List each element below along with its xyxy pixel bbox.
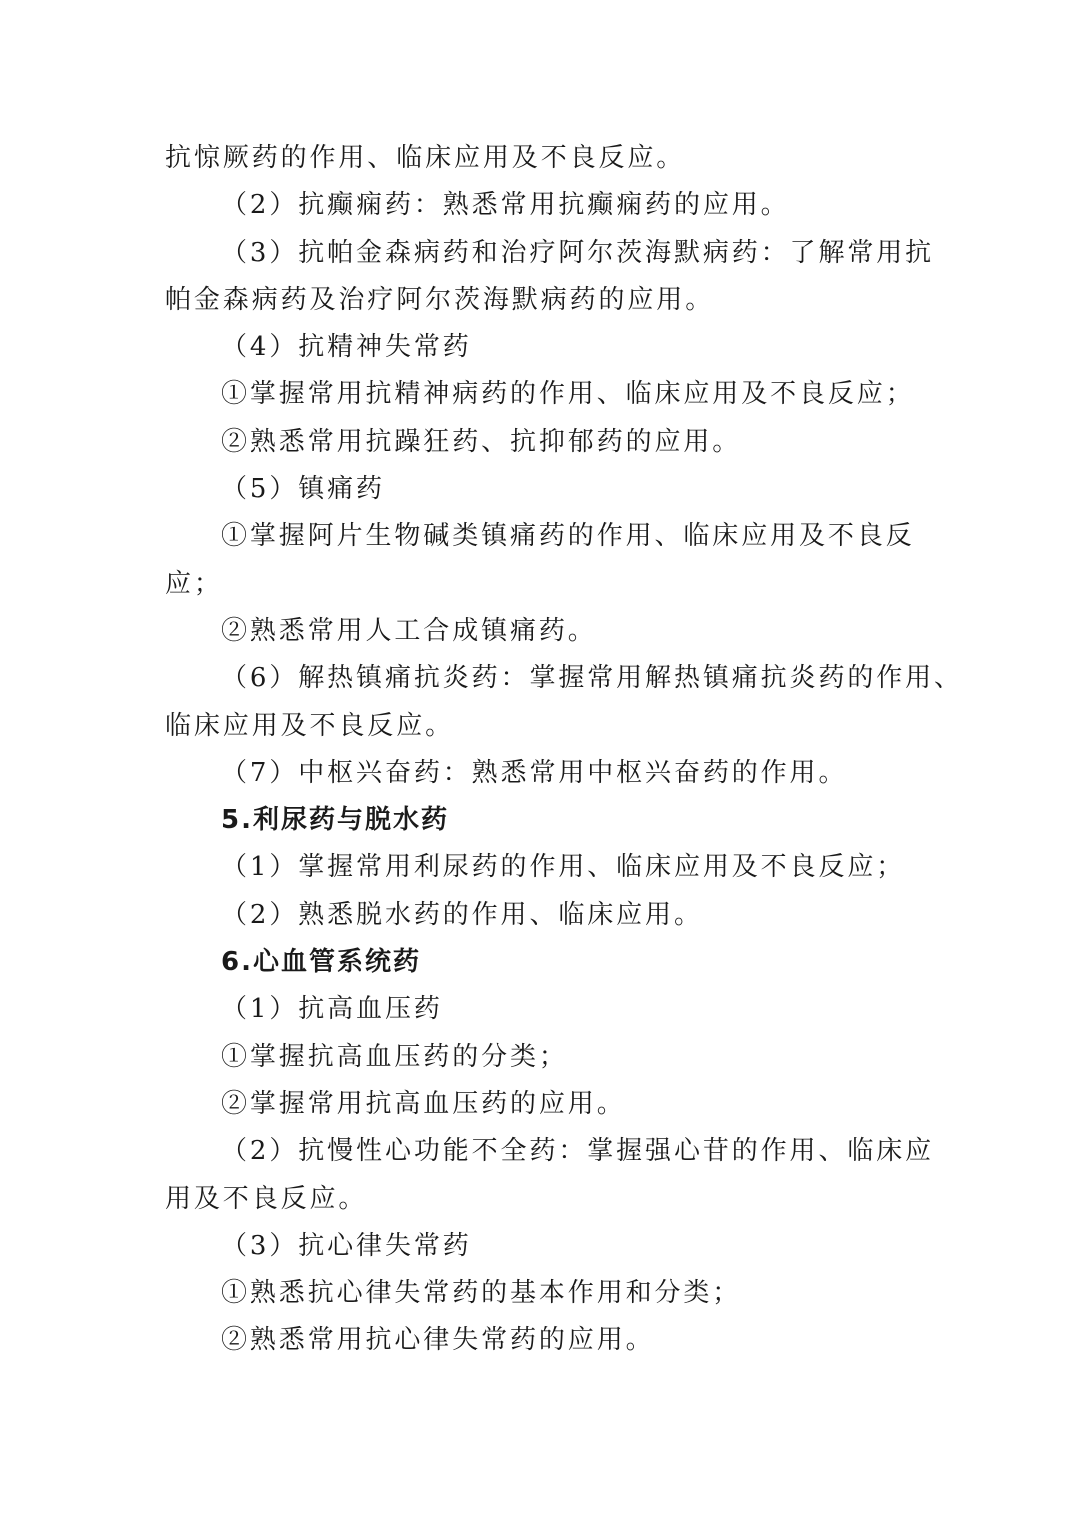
- text-line: 临床应用及不良反应。: [165, 710, 455, 741]
- section-heading: 6.心血管系统药: [221, 947, 421, 978]
- text-line: 用及不良反应。: [165, 1183, 368, 1214]
- text-line: （1）掌握常用利尿药的作用、临床应用及不良反应；: [221, 852, 906, 883]
- text-line: ②熟悉常用人工合成镇痛药。: [221, 615, 597, 646]
- text-line: 帕金森病药及治疗阿尔茨海默病药的应用。: [165, 284, 715, 315]
- text-line: （3）抗心律失常药: [221, 1230, 472, 1261]
- text-line: （6）解热镇痛抗炎药：掌握常用解热镇痛抗炎药的作用、: [221, 663, 963, 694]
- text-line: （3）抗帕金森病药和治疗阿尔茨海默病药：了解常用抗: [221, 237, 935, 268]
- text-line: ①掌握阿片生物碱类镇痛药的作用、临床应用及不良反: [221, 521, 915, 552]
- text-line: ①熟悉抗心律失常药的基本作用和分类；: [221, 1278, 742, 1309]
- text-line: ②熟悉常用抗躁狂药、抗抑郁药的应用。: [221, 426, 742, 457]
- text-line: ②熟悉常用抗心律失常药的应用。: [221, 1325, 655, 1356]
- text-line: （2）熟悉脱水药的作用、临床应用。: [221, 899, 703, 930]
- section-heading: 5.利尿药与脱水药: [221, 805, 449, 836]
- text-line: （7）中枢兴奋药：熟悉常用中枢兴奋药的作用。: [221, 757, 848, 788]
- text-line: ①掌握抗高血压药的分类；: [221, 1041, 568, 1072]
- text-line: （1）抗高血压药: [221, 994, 443, 1025]
- text-line: ①掌握常用抗精神病药的作用、临床应用及不良反应；: [221, 379, 915, 410]
- text-line: ②掌握常用抗高血压药的应用。: [221, 1088, 626, 1119]
- text-line: （2）抗慢性心功能不全药：掌握强心苷的作用、临床应: [221, 1136, 935, 1167]
- text-line: 应；: [165, 568, 223, 599]
- text-line: 抗惊厥药的作用、临床应用及不良反应。: [165, 143, 686, 173]
- text-line: （5）镇痛药: [221, 474, 385, 505]
- text-line: （2）抗癫痫药：熟悉常用抗癫痫药的应用。: [221, 190, 790, 221]
- document-body: [165, 135, 963, 1365]
- text-line: （4）抗精神失常药: [221, 332, 472, 363]
